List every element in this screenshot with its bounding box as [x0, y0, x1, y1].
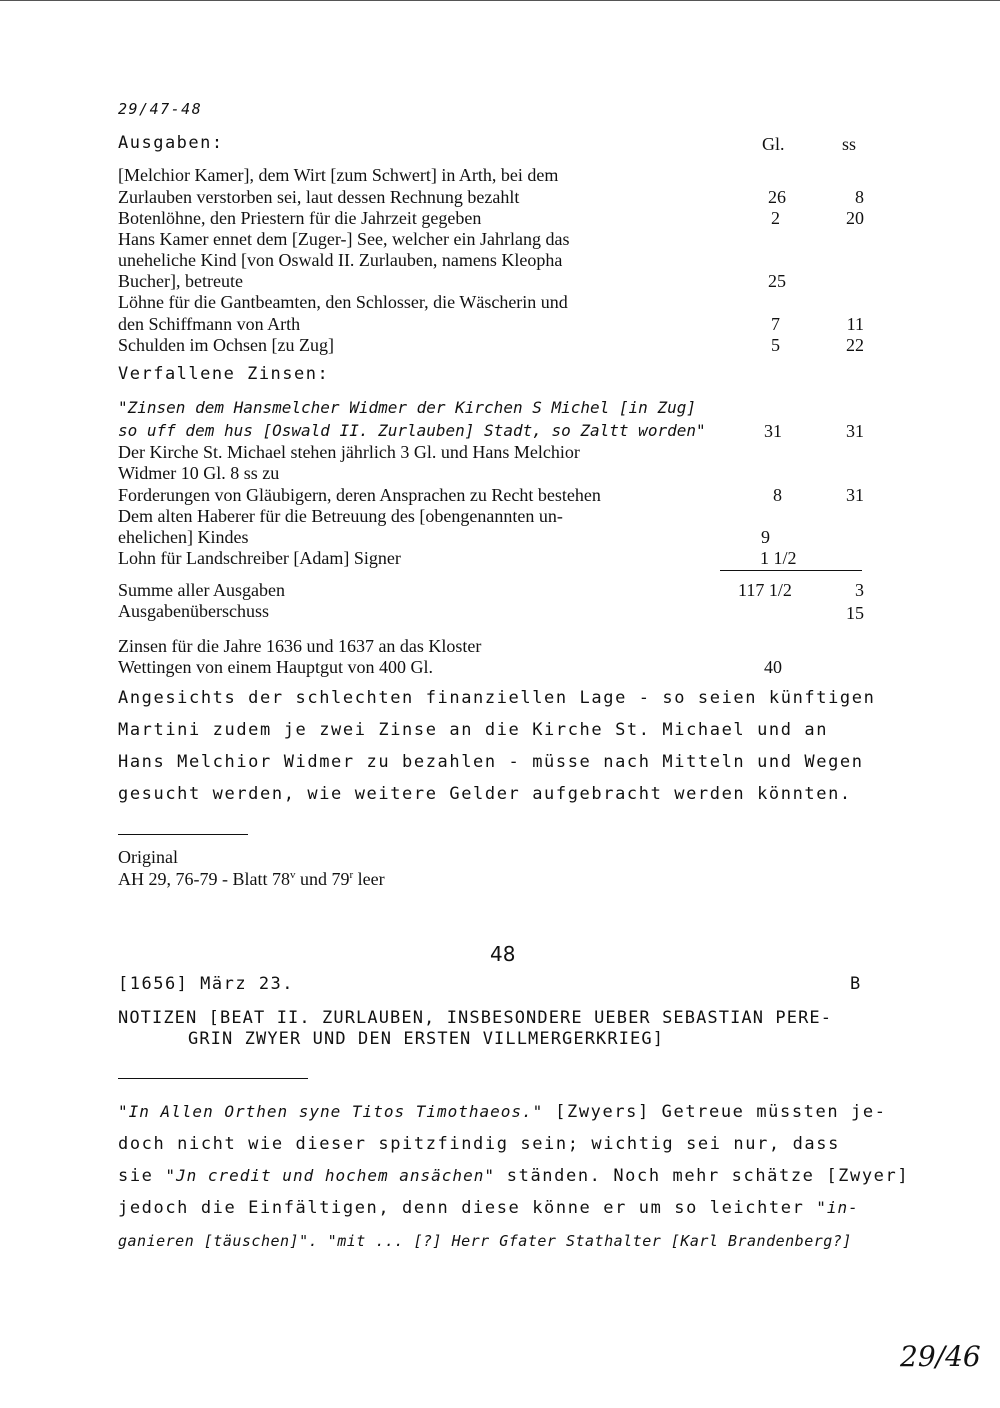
sum-rule — [720, 570, 862, 571]
document-title-line: GRIN ZWYER UND DEN ERSTEN VILLMERGERKRIEG] — [188, 1029, 665, 1049]
amount-ss: 31 — [846, 485, 864, 505]
source-label: Original — [118, 847, 178, 867]
document-date: [1656] März 23. — [118, 974, 295, 994]
entry-line: uneheliche Kind [von Oswald II. Zurlauben, namens Kleopha — [118, 250, 563, 270]
entry-line: Schulden im Ochsen [zu Zug] — [118, 335, 334, 355]
entry-line: ehelichen] Kindes — [118, 527, 249, 547]
footnote-rule — [118, 834, 248, 835]
entry-line: Zurlauben verstorben sei, laut dessen Rechnung bezahlt — [118, 187, 520, 207]
amount-gl: 31 — [764, 421, 782, 441]
amount-ss: 22 — [846, 335, 864, 355]
excess-label: Ausgabenüberschuss — [118, 601, 269, 621]
amount-gl: 2 — [771, 208, 780, 228]
paragraph-line — [118, 1102, 887, 1122]
amount-gl: 7 — [771, 314, 780, 334]
source-ref-text: leer — [353, 869, 385, 889]
column-header-ss: ss — [842, 134, 857, 154]
paragraph-line: Martini zudem je zwei Zinse an die Kirche St. Michael und an — [118, 720, 829, 740]
entry-line: Botenlöhne, den Priestern für die Jahrzeit gegeben — [118, 208, 482, 228]
entry-line: den Schiffmann von Arth — [118, 314, 301, 334]
amount-gl: 26 — [768, 187, 786, 207]
section-heading-zinsen: Verfallene Zinsen: — [118, 364, 330, 384]
sum-label: Summe aller Ausgaben — [118, 580, 285, 600]
text-fragment: [Zwyers] Getreue müssten je- — [543, 1102, 887, 1122]
sum-gl: 117 1/2 — [738, 580, 792, 600]
entry-line: Löhne für die Gantbeamten, den Schlosser, die Wäscherin und — [118, 292, 568, 312]
amount-ss: 31 — [846, 421, 864, 441]
entry-line: Forderungen von Gläubigern, deren Ansprachen zu Recht bestehen — [118, 485, 601, 505]
amount-gl: 40 — [764, 657, 782, 677]
document-letter: B — [850, 974, 862, 994]
paragraph-line: Angesichts der schlechten finanziellen Lage - so seien künftigen — [118, 688, 876, 708]
source-ref-text: AH 29, 76-79 - Blatt 78 — [118, 869, 290, 889]
source-reference — [118, 869, 385, 890]
document-title-line: NOTIZEN [BEAT II. ZURLAUBEN, INSBESONDERE UEBER SEBASTIAN PERE- — [118, 1008, 833, 1028]
quote-fragment: so uff dem hus [Oswald II. Zurlauben] Stadt — [118, 421, 533, 440]
source-ref-text: und 79 — [295, 869, 350, 889]
section-heading-ausgaben: Ausgaben: — [118, 133, 224, 153]
amount-ss: 8 — [855, 187, 864, 207]
page-reference: 29/47-48 — [118, 100, 203, 118]
paragraph-line: gesucht werden, wie weitere Gelder aufgebracht werden könnten. — [118, 784, 852, 804]
entry-line: Dem alten Haberer für die Betreuung des [obengenannten un- — [118, 506, 563, 526]
paragraph-line — [118, 1198, 859, 1218]
amount-gl: 25 — [768, 271, 786, 291]
quote-fragment: "Jn credit und hochem ansächen" — [165, 1166, 495, 1185]
superscript: r — [349, 869, 354, 881]
section-rule — [118, 1078, 308, 1079]
quote-line: "Zinsen dem Hansmelcher Widmer der Kirchen S Michel [in Zug] — [118, 398, 696, 417]
text-fragment: ständen. Noch mehr schätze [Zwyer] — [494, 1166, 910, 1186]
quote-fragment: "In Allen Orthen syne Titos Timothaeos." — [118, 1102, 544, 1121]
text-fragment: sie — [118, 1166, 166, 1186]
archive-stamp: 29/46 — [900, 1340, 981, 1373]
paragraph-line — [118, 1166, 909, 1186]
entry-line: Der Kirche St. Michael stehen jährlich 3 Gl. und Hans Melchior — [118, 442, 580, 462]
entry-line: [Melchior Kamer], dem Wirt [zum Schwert] in Arth, bei dem — [118, 165, 559, 185]
scan-edge-line — [0, 0, 1000, 1]
entry-line: Widmer 10 Gl. 8 ss zu — [118, 463, 280, 483]
quote-fragment: so Zaltt worden" — [551, 421, 706, 440]
amount-ss: 20 — [846, 208, 864, 228]
amount-gl: 8 — [773, 485, 782, 505]
entry-line: Zinsen für die Jahre 1636 und 1637 an das Kloster — [118, 636, 482, 656]
entry-line: Bucher], betreute — [118, 271, 243, 291]
entry-line: Lohn für Landschreiber [Adam] Signer — [118, 548, 401, 568]
paragraph-line: ganieren [täuschen]". "mit ... [?] Herr Gfater Stathalter [Karl Brandenberg?] — [118, 1232, 852, 1250]
entry-line: Wettingen von einem Hauptgut von 400 Gl. — [118, 657, 433, 677]
document-number: 48 — [490, 942, 516, 966]
paragraph-line: Hans Melchior Widmer zu bezahlen - müsse nach Mitteln und Wegen — [118, 752, 864, 772]
column-header-gl: Gl. — [762, 134, 785, 154]
amount-gl: 1 1/2 — [760, 548, 797, 568]
amount-gl: 9 — [761, 527, 770, 547]
excess-ss: 15 — [846, 603, 864, 623]
superscript: v — [289, 869, 296, 881]
entry-line: Hans Kamer ennet dem [Zuger-] See, welcher ein Jahrlang das — [118, 229, 570, 249]
amount-ss: 11 — [846, 314, 864, 334]
quote-line: so uff dem hus [Oswald II. Zurlauben] Stadt, so Zaltt worden" — [118, 421, 706, 440]
text-fragment: jedoch die Einfältigen, denn diese könne er um so leichter — [118, 1198, 817, 1218]
sum-ss: 3 — [855, 580, 864, 600]
amount-gl: 5 — [771, 335, 780, 355]
quote-fragment: "in- — [816, 1198, 859, 1217]
paragraph-line: doch nicht wie dieser spitzfindig sein; wichtig sei nur, dass — [118, 1134, 840, 1154]
